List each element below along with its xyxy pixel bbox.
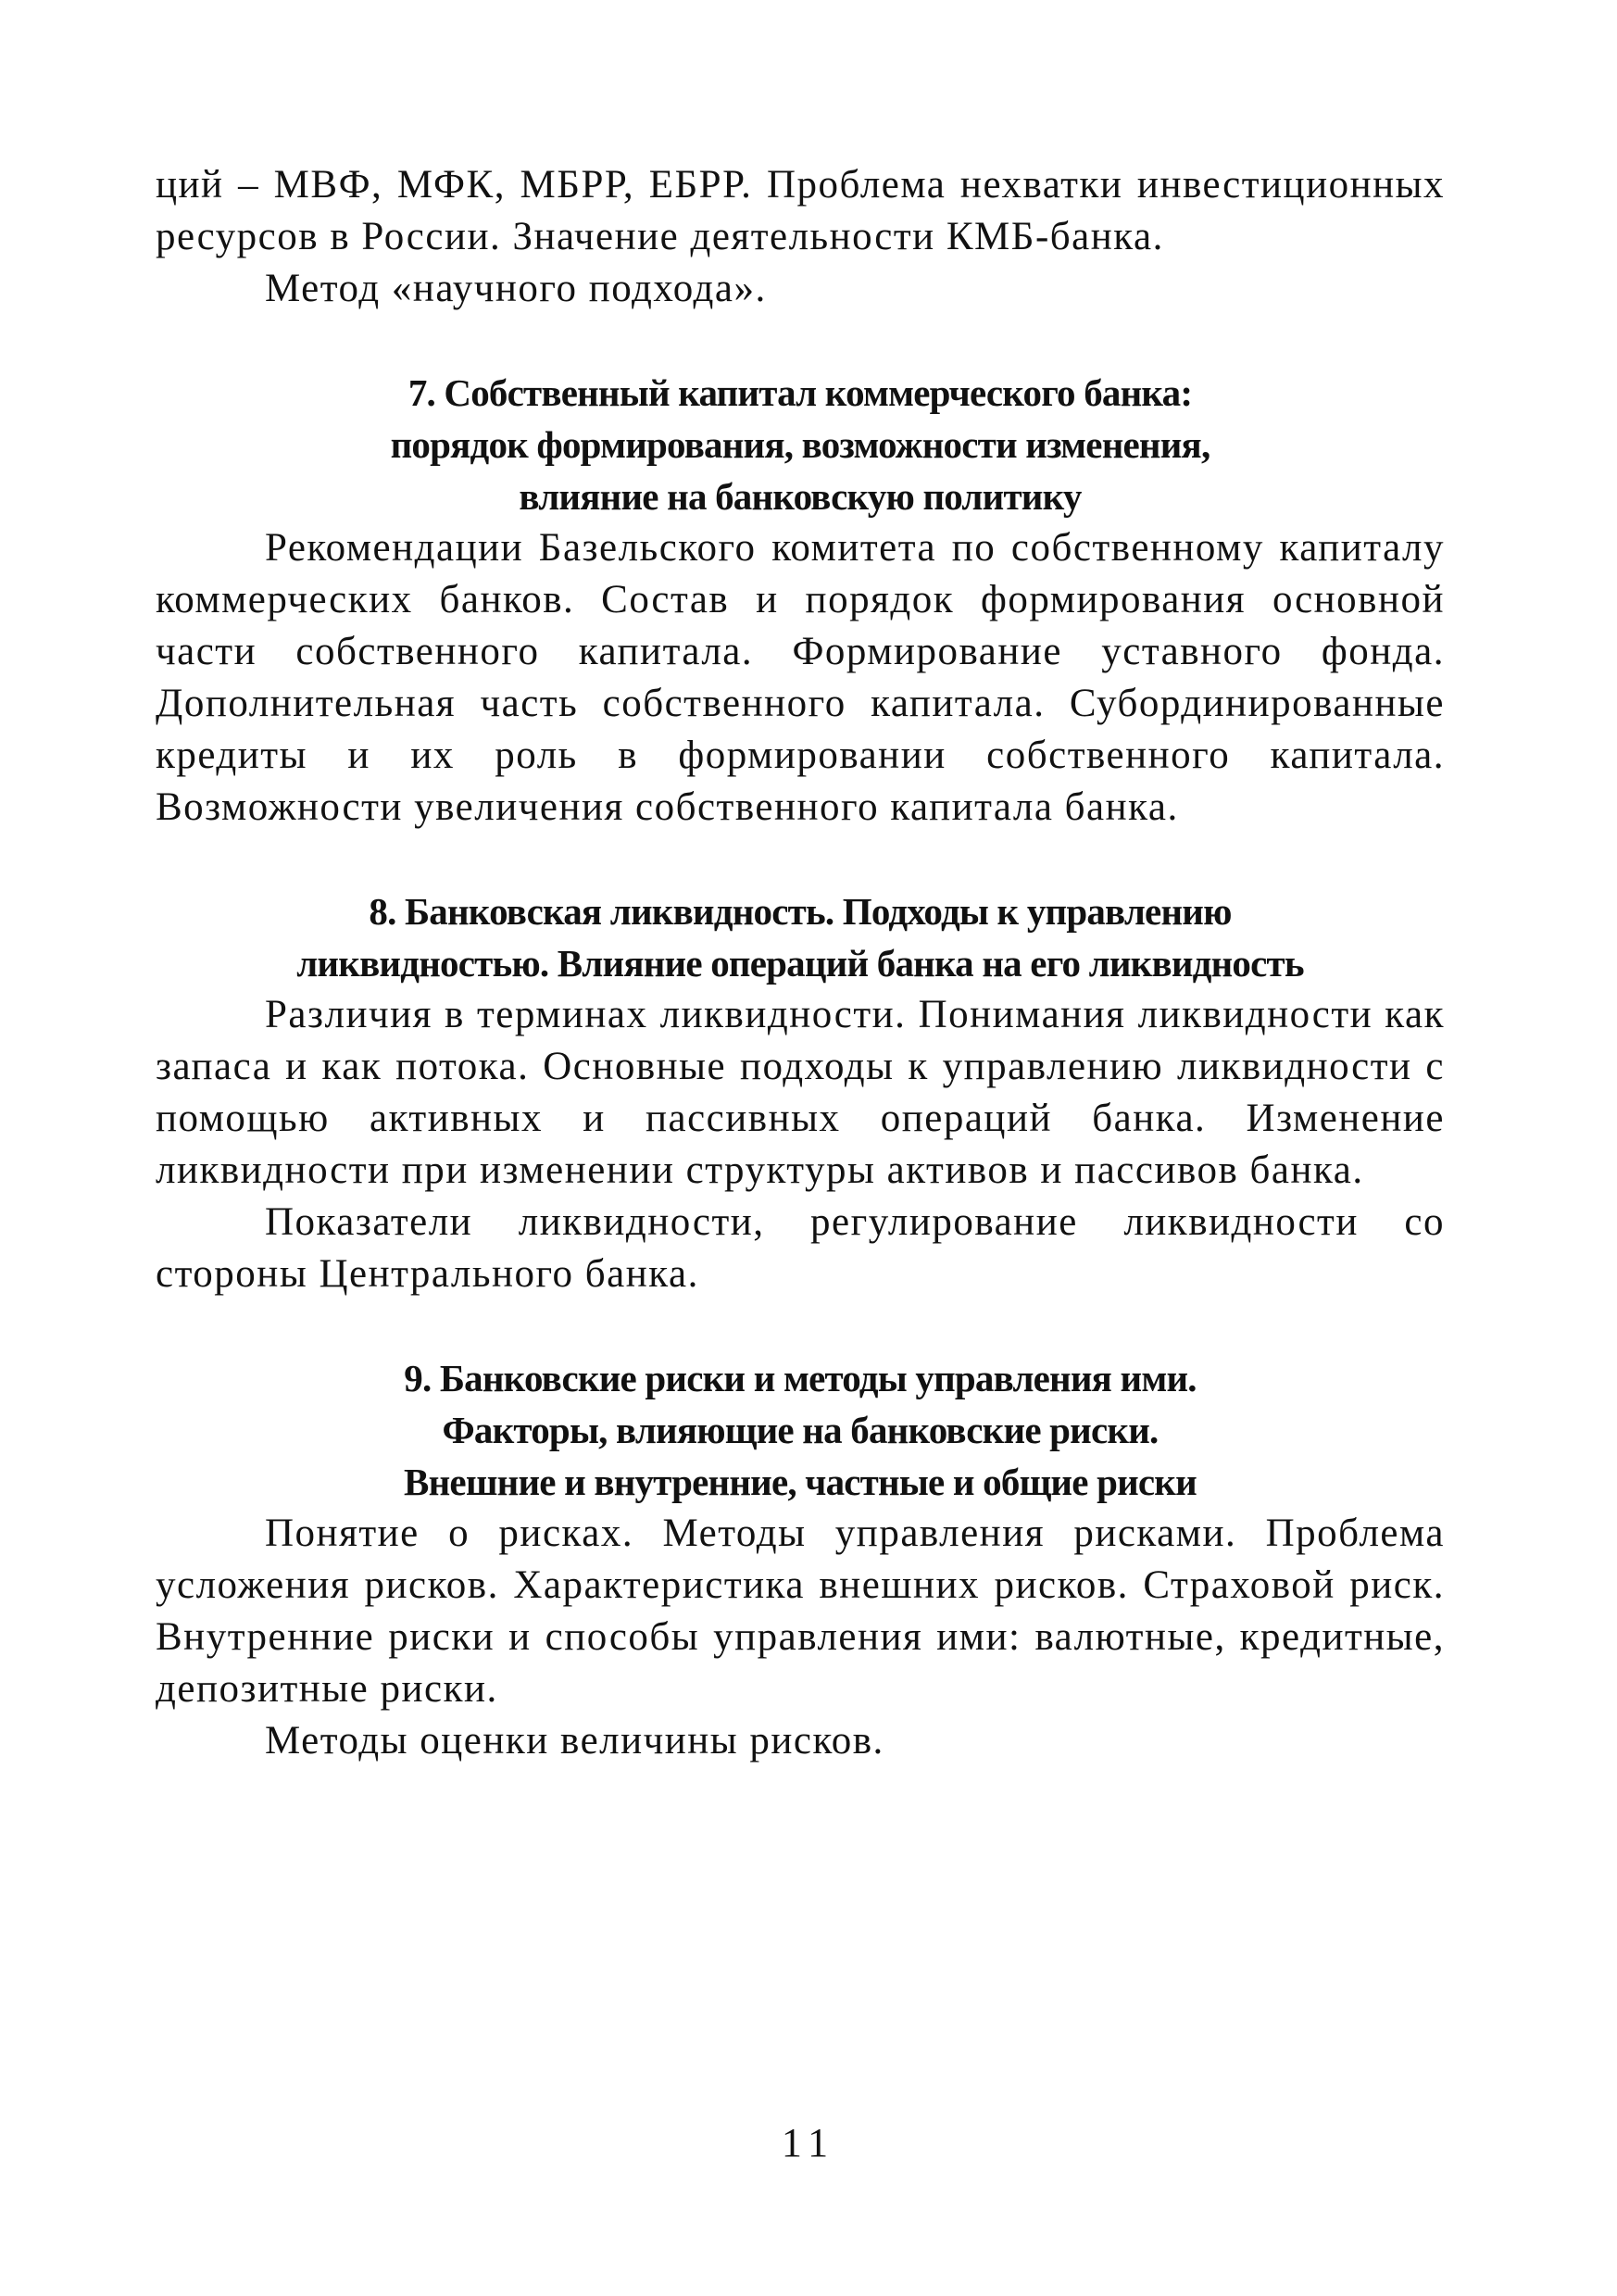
intro-method: Метод «научного подхода». — [265, 267, 767, 310]
page-number: 11 — [781, 2120, 836, 2165]
section-7 — [156, 367, 1445, 834]
section-9-title — [156, 1352, 1445, 1508]
spacer — [156, 1300, 1445, 1352]
section-8-paragraph-1: Различия в терминах ликвидности. Понимания ликвидности как запаса и как потока. Основные подходы к управлению ликвидности с помощью активных и пассивных операций банка. Изменение ликвидности при изменении структуры активов и пассивов банка. — [156, 993, 1445, 1192]
section-9-title-line-3: Внешние и внутренние, частные и общие риски — [404, 1461, 1197, 1503]
intro-paragraph: ций – МВФ, МФК, МБРР, ЕБРР. Проблема нехватки инвестиционных ресурсов в России. Значение деятельности КМБ-банка. — [156, 163, 1445, 258]
section-9-paragraph-2: Методы оценки величины рисков. — [265, 1719, 884, 1763]
section-8-title — [156, 885, 1445, 989]
spacer — [156, 315, 1445, 367]
section-7-title — [156, 367, 1445, 522]
section-7-title-line-1: 7. Собственный капитал коммерческого банка: — [407, 371, 1193, 414]
section-9 — [156, 1352, 1445, 1767]
section-7-title-line-3: влияние на банковскую политику — [519, 475, 1082, 518]
section-9-title-line-1: 9. Банковские риски и методы управления ими. — [404, 1357, 1197, 1399]
section-9-paragraph-1: Понятие о рисках. Методы управления рисками. Проблема усложения рисков. Характеристика внешних рисков. Страховой риск. Внутренние риски и способы управления ими: валютные, кредитные, депозитные риски. — [156, 1512, 1445, 1711]
section-9-title-line-2: Факторы, влияющие на банковские риски. — [442, 1409, 1159, 1451]
section-8-title-line-2: ликвидностью. Влияние операций банка на его ликвидность — [296, 942, 1304, 985]
section-8 — [156, 885, 1445, 1300]
document-page — [156, 159, 1445, 1767]
section-7-title-line-2: порядок формирования, возможности изменения, — [390, 423, 1210, 466]
section-8-title-line-1: 8. Банковская ликвидность. Подходы к управлению — [369, 890, 1232, 933]
spacer — [156, 834, 1445, 885]
section-8-paragraph-2: Показатели ликвидности, регулирование ликвидности со стороны Центрального банка. — [156, 1200, 1445, 1296]
section-7-paragraph-1: Рекомендации Базельского комитета по собственному капиталу коммерческих банков. Состав и порядок формирования основной части собственного капитала. Формирование уставного фонда. Дополнительная часть собственного капитала. Субординированные кредиты и их роль в формировании собственного капитала. Возможности увеличения собственного капитала банка. — [156, 526, 1445, 829]
